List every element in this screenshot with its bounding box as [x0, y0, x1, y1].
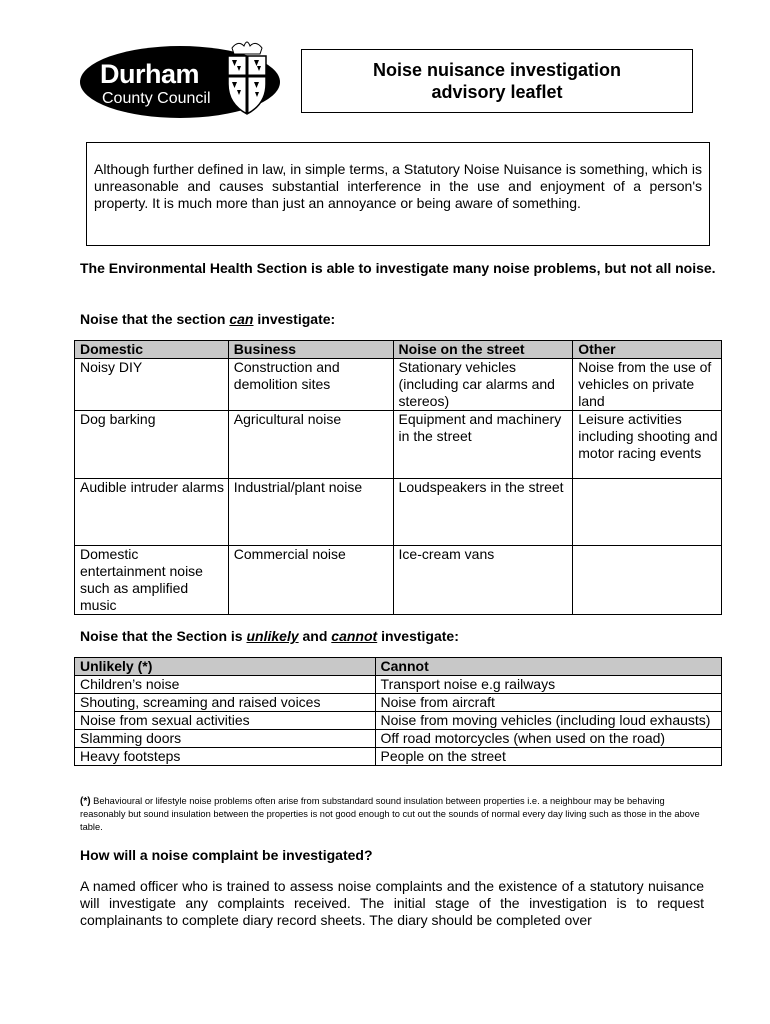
- table-header-row: [75, 341, 722, 359]
- heading-emphasis: can: [229, 311, 254, 327]
- column-header: Unlikely (*): [75, 658, 376, 676]
- table-cell: [573, 479, 722, 546]
- column-header: Cannot: [375, 658, 721, 676]
- complaint-heading: How will a noise complaint be investigated?: [80, 847, 373, 863]
- table-cell: Dog barking: [75, 411, 229, 479]
- statutory-nuisance-definition: Although further defined in law, in simple terms, a Statutory Noise Nuisance is something, which is unreasonable and causes substantial interference in the use and enjoyment of a person's property. It is much more than just an annoyance or being aware of something.: [86, 142, 710, 246]
- table-cell: Commercial noise: [228, 546, 393, 615]
- heading-text: Noise that the Section is: [80, 628, 247, 644]
- can-investigate-heading: [80, 310, 335, 328]
- section-intro: The Environmental Health Section is able to investigate many noise problems, but not all noise.: [80, 260, 716, 276]
- cannot-investigate-heading: [80, 627, 459, 645]
- logo-subname: County Council: [102, 90, 211, 107]
- table-cell: Industrial/plant noise: [228, 479, 393, 546]
- logo-name: Durham: [100, 59, 200, 89]
- column-header: Other: [573, 341, 722, 359]
- column-header: Domestic: [75, 341, 229, 359]
- heading-emphasis: cannot: [331, 628, 378, 644]
- table-cell: Stationary vehicles (including car alarms and stereos): [393, 359, 573, 411]
- column-header: Business: [228, 341, 393, 359]
- footnote-marker: (*): [80, 796, 91, 807]
- can-investigate-table: [74, 340, 722, 615]
- table-cell: [573, 546, 722, 615]
- table-cell: Loudspeakers in the street: [393, 479, 573, 546]
- table-row: [75, 712, 722, 730]
- table-cell: Children’s noise: [75, 676, 376, 694]
- table-cell: Noise from aircraft: [375, 694, 721, 712]
- table-cell: Shouting, screaming and raised voices: [75, 694, 376, 712]
- table-row: [75, 748, 722, 766]
- footnote-text: Behavioural or lifestyle noise problems often arise from substandard sound insulation between properties i.e. a neighbour may be behaving reasonably but sound insulation between the properties is not good enough to cut out the sounds of normal every day living such as those in the above table.: [80, 796, 700, 832]
- table-row: [75, 411, 722, 479]
- table-cell: Noise from sexual activities: [75, 712, 376, 730]
- coat-of-arms-icon: [224, 38, 270, 118]
- table-cell: Noisy DIY: [75, 359, 229, 411]
- table-cell: People on the street: [375, 748, 721, 766]
- leaflet-title-line1: Noise nuisance investigation: [372, 60, 622, 80]
- table-cell: Leisure activities including shooting and motor racing events: [573, 411, 722, 479]
- heading-text: investigate:: [377, 628, 459, 644]
- heading-emphasis: unlikely: [246, 628, 299, 644]
- table-cell: Audible intruder alarms: [75, 479, 229, 546]
- table-cell: Slamming doors: [75, 730, 376, 748]
- table-cell: Equipment and machinery in the street: [393, 411, 573, 479]
- table-row: [75, 479, 722, 546]
- table-row: [75, 730, 722, 748]
- table-cell: Ice-cream vans: [393, 546, 573, 615]
- table-row: [75, 546, 722, 615]
- table-header-row: [75, 658, 722, 676]
- heading-text: and: [298, 628, 332, 644]
- heading-text: Noise that the section: [80, 311, 230, 327]
- table-row: [75, 359, 722, 411]
- complaint-paragraph: A named officer who is trained to assess noise complaints and the existence of a statutory nuisance will investigate any complaints received. The initial stage of the investigation is to request complainants to complete diary record sheets. The diary should be completed over: [80, 878, 704, 928]
- leaflet-title-line2: advisory leaflet: [431, 82, 563, 102]
- table-row: [75, 676, 722, 694]
- table-cell: Heavy footsteps: [75, 748, 376, 766]
- table-cell: Transport noise e.g railways: [375, 676, 721, 694]
- heading-text: investigate:: [253, 311, 336, 327]
- table-cell: Agricultural noise: [228, 411, 393, 479]
- table-cell: Off road motorcycles (when used on the road): [375, 730, 721, 748]
- table-cell: Construction and demolition sites: [228, 359, 393, 411]
- cannot-investigate-table: [74, 657, 722, 766]
- table-row: [75, 694, 722, 712]
- table-cell: Domestic entertainment noise such as amplified music: [75, 546, 229, 615]
- footnote: [80, 795, 700, 834]
- table-cell: Noise from the use of vehicles on private land: [573, 359, 722, 411]
- leaflet-title-box: [301, 49, 693, 113]
- column-header: Noise on the street: [393, 341, 573, 359]
- durham-county-council-logo: [80, 38, 284, 120]
- table-cell: Noise from moving vehicles (including loud exhausts): [375, 712, 721, 730]
